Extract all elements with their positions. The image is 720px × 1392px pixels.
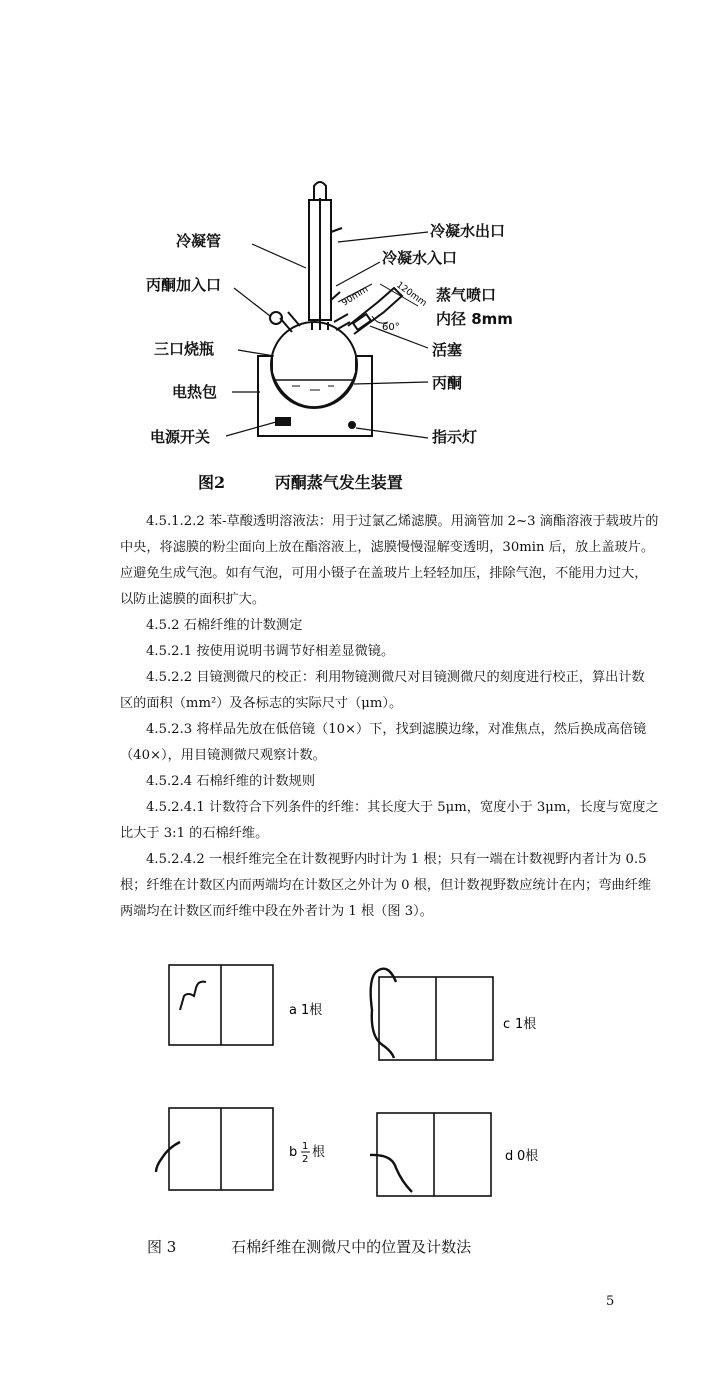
stopcock-shape [353,314,371,330]
panel-c-count: 1根 [515,1017,537,1032]
para-5-line-2: （40×），用目镜测微尺观察计数。 [120,748,326,763]
panel-d-letter: d [505,1149,514,1164]
label-steam-nozzle: 蒸气喷口 [436,286,497,304]
para-4-line-2: 区的面积（mm²）及各标志的实际尺寸（μm）。 [120,696,403,711]
panel-b-fiber [156,1142,180,1172]
panel-a-count: 1根 [301,1003,323,1018]
page-number: 5 [606,1294,615,1309]
para-4-line-1: 4.5.2.2 目镜测微尺的校正：利用物镜测微尺对目镜测微尺的刻度进行校正，算出计数 [146,670,645,685]
para-1-line-4: 以防止滤膜的面积扩大。 [120,592,266,607]
label-inner-diameter: 内径 8mm [436,310,513,328]
figure-3-number: 图 3 [147,1238,177,1256]
panel-a-fiber [180,982,206,1010]
para-1-line-1: 4.5.1.2.2 苯-草酸透明溶液法：用于过氯乙烯滤膜。用滴管加 2~3 滴酯溶液于载玻片的 [146,514,659,529]
para-6-line-1: 4.5.2.4 石棉纤维的计数规则 [146,774,316,789]
para-7-line-1: 4.5.2.4.1 计数符合下列条件的纤维：其长度大于 5μm，宽度小于 3μm，长度与宽度之 [146,800,659,815]
dim-90: 90mm [340,284,371,309]
para-7-line-2: 比大于 3:1 的石棉纤维。 [120,826,269,841]
label-acetone-inlet: 丙酮加入口 [146,276,222,294]
power-switch-shape [276,418,290,425]
panel-b-unit: 根 [312,1145,326,1160]
figure-2-caption [198,470,403,493]
label-heating-mantle: 电热包 [172,383,218,401]
body-text [120,509,659,925]
indicator-light-shape [349,422,355,428]
para-2-line-1: 4.5.2 石棉纤维的计数测定 [146,618,303,633]
label-condenser: 冷凝管 [176,232,222,250]
label-power-switch: 电源开关 [150,428,211,446]
figure-3-caption [147,1236,471,1257]
label-stopcock: 活塞 [432,341,463,359]
label-acetone: 丙酮 [432,374,463,392]
label-coolant-in: 冷凝水入口 [382,249,458,267]
para-5-line-1: 4.5.2.3 将样品先放在低倍镜（10×）下，找到滤膜边缘，对准焦点，然后换成高倍镜 [146,722,647,737]
panel-b-letter: b [289,1145,298,1160]
angle-60: 60° [382,322,400,333]
figure-3-title: 石棉纤维在测微尺中的位置及计数法 [231,1238,472,1256]
panel-a-letter: a [289,1003,297,1018]
label-indicator: 指示灯 [432,428,478,446]
panel-c-letter: c [503,1017,511,1032]
label-flask: 三口烧瓶 [154,340,215,358]
figure-3-diagram [0,950,720,1210]
panel-c-fiber [371,969,396,1058]
para-8-line-2: 根；纤维在计数区内而两端均在计数区之外计为 0 根，但计数视野数应统计在内；弯曲纤维 [120,878,652,893]
panel-d-count: 0根 [517,1149,539,1164]
para-1-line-2: 中央，将滤膜的粉尘面向上放在酯溶液上，滤膜慢慢湿解变透明，30min 后，放上盖玻片。 [120,540,655,555]
para-3-line-1: 4.5.2.1 按使用说明书调节好相差显微镜。 [146,644,395,659]
figure-2-apparatus [0,0,720,470]
panel-b-count-den: 2 [302,1154,309,1165]
para-1-line-3: 应避免生成气泡。如有气泡，可用小镊子在盖玻片上轻轻加压，排除气泡，不能用力过大， [120,566,648,581]
dim-120: 120mm [394,280,429,309]
figure-2-number: 图2 [198,473,226,492]
para-8-line-3: 两端均在计数区而纤维中段在外者计为 1 根（图 3）。 [120,904,433,919]
label-coolant-out: 冷凝水出口 [430,222,506,240]
panel-b-count-num: 1 [302,1141,309,1152]
para-8-line-1: 4.5.2.4.2 一根纤维完全在计数视野内时计为 1 根；只有一端在计数视野内者计为 0.5 [146,852,647,867]
figure-2-title: 丙酮蒸气发生装置 [274,473,403,492]
flask-body [271,322,357,408]
